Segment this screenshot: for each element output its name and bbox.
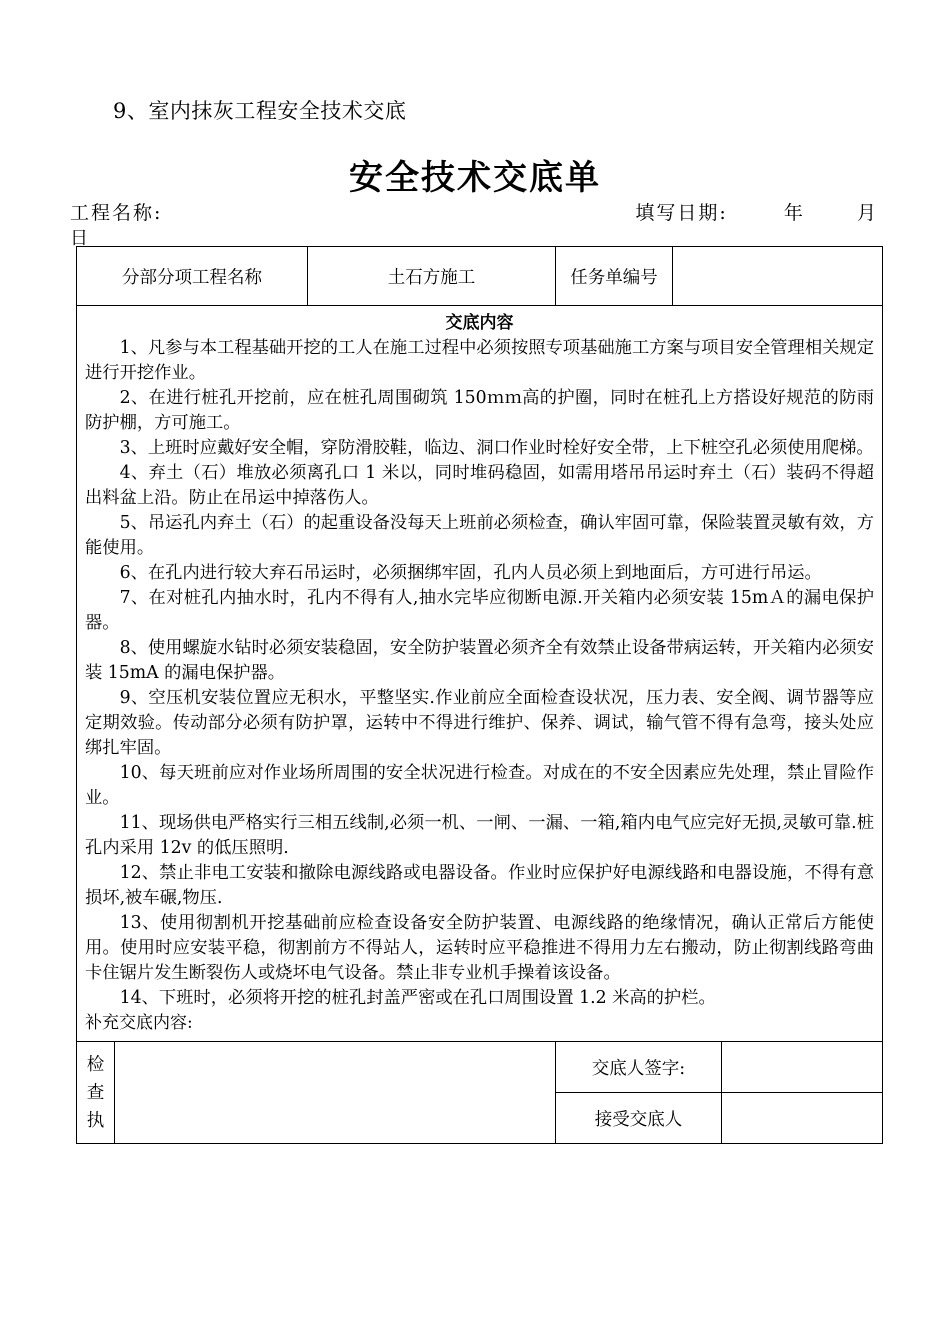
inspection-content <box>115 1042 556 1144</box>
content-item: 2、在进行桩孔开挖前，应在桩孔周围砌筑 150ｍｍ高的护圈，同时在桩孔上方搭设好规范的防雨防护棚，方可施工。 <box>85 388 874 433</box>
inspection-char-3: 执 <box>86 1110 105 1131</box>
content-item: 4、弃土（石）堆放必须离孔口 1 米以，同时堆码稳固，如需用塔吊吊运时弃土（石）装码不得超出料盆上沿。防止在吊运中掉落伤人。 <box>85 463 874 508</box>
supplement-label: 补充交底内容: <box>85 1013 193 1033</box>
inspection-label <box>77 1042 115 1144</box>
inspection-char-2: 查 <box>86 1082 105 1103</box>
disclosure-table <box>76 246 883 1144</box>
content-item: 14、下班时，必须将开挖的桩孔封盖严密或在孔口周围设置 1.2 米高的护栏。 <box>119 988 716 1008</box>
fill-date-label: 填写日期: <box>635 202 728 224</box>
subproject-name-label: 分部分项工程名称 <box>77 247 308 306</box>
subproject-name-value: 土石方施工 <box>308 247 556 306</box>
section-heading: 9、室内抹灰工程安全技术交底 <box>113 99 407 123</box>
content-item: 1、凡参与本工程基础开挖的工人在施工过程中必须按照专项基础施工方案与项目安全管理相关规定进行开挖作业。 <box>85 338 874 383</box>
content-item: 5、吊运孔内弃土（石）的起重设备没每天上班前必须检查，确认牢固可靠，保险装置灵敏有效，方能使用。 <box>85 513 874 558</box>
document-title: 安全技术交底单 <box>349 158 601 198</box>
task-number-label: 任务单编号 <box>556 247 673 306</box>
content-cell <box>77 306 883 1042</box>
discloser-signature-value <box>722 1042 883 1093</box>
content-row <box>77 306 883 1042</box>
fill-date <box>635 198 878 225</box>
header-row <box>77 247 883 306</box>
receiver-label: 接受交底人 <box>556 1093 722 1144</box>
content-item: 12、禁止非电工安装和撤除电源线路或电器设备。作业时应保护好电源线路和电器设施，不得有意损坏,被车碾,物压. <box>85 863 874 908</box>
content-item: 13、使用彻割机开挖基础前应检查设备安全防护装置、电源线路的绝缘情况，确认正常后方能使用。使用时应安装平稳，彻割前方不得站人，运转时应平稳推进不得用力左右搬动，防止彻割线路弯曲卡住锯片发生断裂伤人或烧坏电气设备。禁止非专业机手操着该设备。 <box>85 913 874 983</box>
receiver-signature-value <box>722 1093 883 1144</box>
inspection-char-1: 检 <box>86 1054 105 1075</box>
discloser-signature-label: 交底人签字: <box>556 1042 722 1093</box>
content-item: 10、每天班前应对作业场所周围的安全状况进行检查。对成在的不安全因素应先处理，禁止冒险作业。 <box>85 763 874 808</box>
day-label: 日 <box>70 228 88 249</box>
month-label: 月 <box>856 202 878 224</box>
task-number-value <box>673 247 883 306</box>
signature-row-1 <box>77 1042 883 1093</box>
content-item: 9、空压机安装位置应无积水，平整坚实.作业前应全面检查设状况，压力表、安全阀、调节器等应定期效验。传动部分必须有防护罩，运转中不得进行维护、保养、调试，输气管不得有急弯，接头处应绑扎牢固。 <box>85 688 874 758</box>
content-item: 6、在孔内进行较大弃石吊运时，必须捆绑牢固，孔内人员必须上到地面后，方可进行吊运。 <box>119 563 822 583</box>
content-title: 交底内容 <box>445 313 514 333</box>
content-item: 8、使用螺旋水钻时必须安装稳固，安全防护装置必须齐全有效禁止设备带病运转，开关箱内必须安装 15mA 的漏电保护器。 <box>85 638 874 683</box>
meta-row <box>70 198 878 224</box>
content-item: 7、在对桩孔内抽水时，孔内不得有人,抽水完毕应彻断电源.开关箱内必须安装 15mＡ的漏电保护器。 <box>85 588 874 633</box>
project-name-label: 工程名称: <box>70 202 163 224</box>
year-label: 年 <box>783 202 805 224</box>
content-item: 3、上班时应戴好安全帽，穿防滑胶鞋，临边、洞口作业时栓好安全带，上下桩空孔必须使用爬梯。 <box>119 438 874 458</box>
content-item: 11、现场供电严格实行三相五线制,必须一机、一闸、一漏、一箱,箱内电气应完好无损,灵敏可靠.桩孔内采用 12v 的低压照明. <box>85 813 874 858</box>
